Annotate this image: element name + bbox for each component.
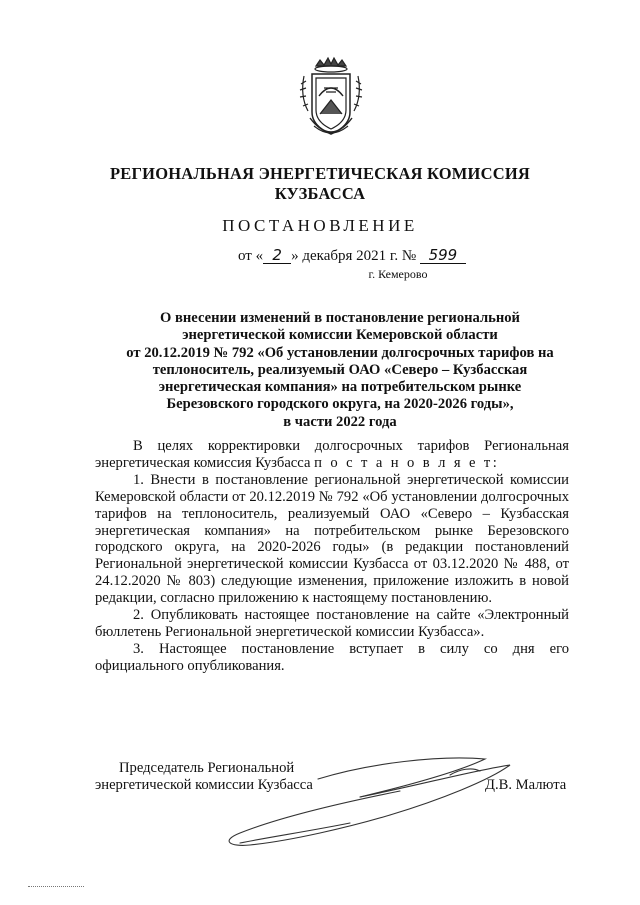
- resolves-word: п о с т а н о в л я е т:: [314, 454, 500, 471]
- date-prefix: от «: [238, 248, 264, 264]
- signatory-title-line-2: энергетической комиссии Кузбасса: [95, 777, 313, 793]
- subject-line: энергетическая компания» на потребительском рынке: [158, 379, 522, 396]
- signatory-title-line-1: Председатель Региональной: [119, 760, 295, 776]
- item-2-paragraph: 2. Опубликовать настоящее постановление на сайте «Электронный бюллетень Региональной энергетической комиссии Кузбасса».: [95, 607, 569, 640]
- issuing-authority: [0, 164, 640, 204]
- coat-of-arms-emblem: [296, 56, 366, 144]
- date-number-line: [238, 247, 466, 265]
- subject-line: О внесении изменений в постановление региональной: [160, 310, 520, 326]
- authority-line-1: РЕГИОНАЛЬНАЯ ЭНЕРГЕТИЧЕСКАЯ КОМИССИЯ: [110, 164, 530, 183]
- intro-paragraph: [95, 438, 569, 472]
- handwritten-number: 599: [420, 247, 466, 264]
- authority-line-2: КУЗБАССА: [274, 184, 366, 203]
- subject-line: энергетической комиссии Кемеровской области: [182, 327, 498, 344]
- intro-text: В целях корректировки долгосрочных тарифов Региональная энергетическая комиссия Кузбасса: [95, 438, 569, 471]
- item-1-paragraph: 1. Внести в постановление региональной энергетической комиссии Кемеровской области от 20.12.2019 № 792 «Об установлении долгосрочных тарифов на теплоноситель, реализуемый ОАО «Северо – Кузбасская энергетическая компания» на потребительском рынке Березовского городского округа, на 2020-2026 годы» (в редакции постановлений Региональной энергетической комиссии Кузбасса от 03.12.2020 № 488, от 24.12.2020 № 803) следующие изменения, приложение изложить в новой редакции, согласно приложению к настоящему постановлению.: [95, 471, 569, 607]
- item-3-paragraph: 3. Настоящее постановление вступает в силу со дня его официального опубликования.: [95, 640, 569, 674]
- subject-line: от 20.12.2019 № 792 «Об установлении долгосрочных тарифов на: [126, 344, 554, 361]
- subject-line: в части 2022 года: [283, 413, 397, 430]
- date-month-year: » декабря 2021 г. №: [291, 248, 417, 264]
- document-subject: [70, 310, 610, 431]
- footer-divider: [28, 886, 84, 887]
- document-type-heading: ПОСТАНОВЛЕНИЕ: [222, 216, 418, 235]
- subject-line: теплоноситель, реализуемый ОАО «Северо – Кузбасская: [152, 361, 528, 378]
- handwritten-signature: [210, 745, 570, 855]
- subject-line: Березовского городского округа, на 2020-2026 годы»,: [166, 396, 514, 413]
- signatory-name: Д.В. Малюта: [485, 777, 567, 793]
- document-body: [95, 438, 569, 675]
- handwritten-day: 2: [263, 247, 291, 264]
- city-label: г. Кемерово: [368, 267, 428, 281]
